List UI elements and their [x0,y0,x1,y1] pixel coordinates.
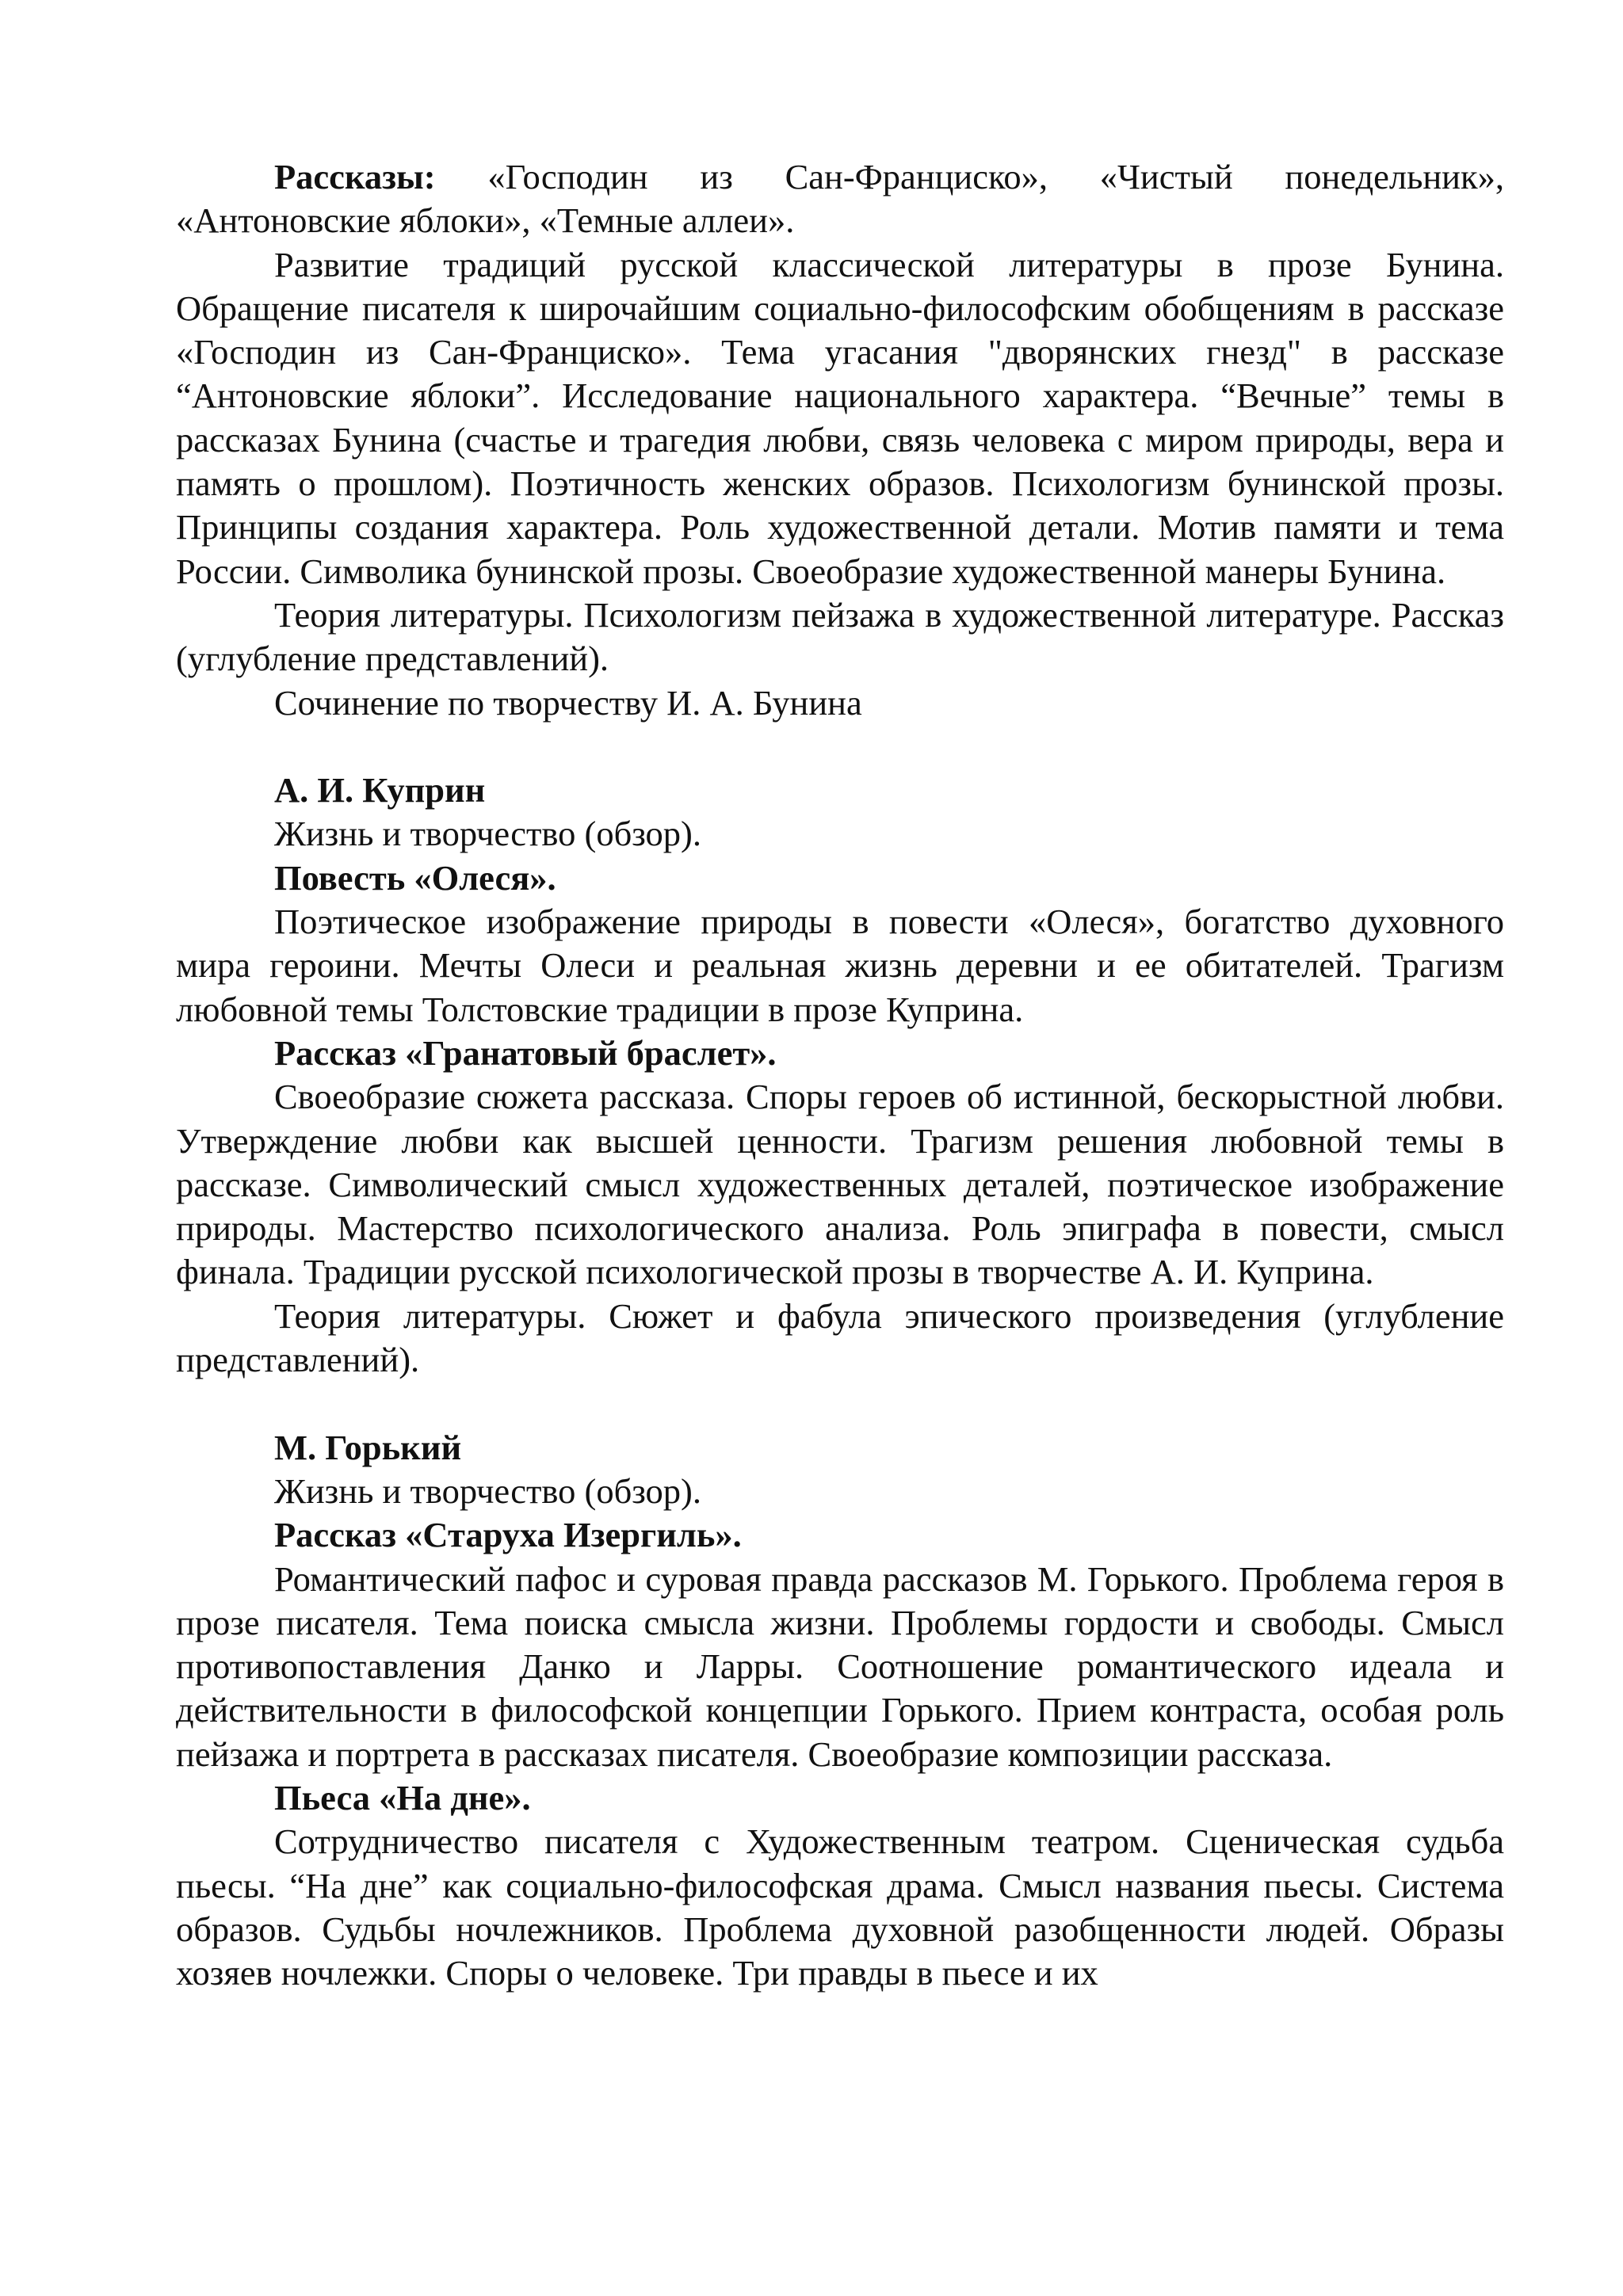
bunin-essay-line: Сочинение по творчеству И. А. Бунина [274,682,862,723]
section-spacer [176,1382,1504,1425]
document-body [176,155,1504,1995]
kuprin-heading: А. И. Куприн [274,770,486,810]
olesya-heading: Повесть «Олеся». [274,857,556,898]
bracelet-heading: Рассказ «Гранатовый браслет». [274,1032,777,1073]
gorky-heading: М. Горький [274,1427,462,1467]
play-paragraph: Сотрудничество писателя с Художественным театром. Сценическая судьба пьесы. “На дне” как социально-философская драма. Смысл названия пьесы. Система образов. Судьбы ночлежников. Проблема духовной разобщенности людей. Образы хозяев ночлежки. Споры о человеке. Три правды в пьесе и их [176,1821,1504,1993]
bunin-theory-paragraph: Теория литературы. Психологизм пейзажа в художественной литературе. Рассказ (углубление представлений). [176,594,1504,679]
stories-label: Рассказы: [274,157,436,196]
olesya-paragraph: Поэтическое изображение природы в повести «Олеся», богатство духовного мира героини. Мечты Олеси и реальная жизнь деревни и ее обитателей. Трагизм любовной темы Толстовские традиции в прозе Куприна. [176,902,1504,1029]
gorky-life-line: Жизнь и творчество (обзор). [274,1470,701,1511]
izergil-heading: Рассказ «Старуха Изергиль». [274,1515,742,1555]
section-spacer [176,725,1504,769]
stories-list: «Господин из Сан-Франциско», «Чистый понедельник», «Антоновские яблоки», «Темные аллеи». [176,157,1504,241]
bunin-main-paragraph: Развитие традиций русской классической литературы в прозе Бунина. Обращение писателя к широчайшим социально-философским обобщениям в рассказе «Господин из Сан-Франциско». Тема угасания "дворянских гнезд" в рассказе “Антоновские яблоки”. Исследование национального характера. “Вечные” темы в рассказах Бунина (счастье и трагедия любви, связь человека с миром природы, вера и память о прошлом). Поэтичность женских образов. Психологизм бунинской прозы. Принципы создания характера. Роль художественной детали. Мотив памяти и тема России. Символика бунинской прозы. Своеобразие художественной манеры Бунина. [176,244,1504,591]
kuprin-life-line: Жизнь и творчество (обзор). [274,814,701,854]
bracelet-paragraph: Своеобразие сюжета рассказа. Споры героев об истинной, бескорыстной любви. Утверждение любви как высшей ценности. Трагизм решения любовной темы в рассказе. Символический смысл художественных деталей, поэтическое изображение природы. Мастерство психологического анализа. Роль эпиграфа в повести, смысл финала. Традиции русской психологической прозы в творчестве А. И. Куприна. [176,1077,1504,1292]
izergil-paragraph: Романтический пафос и суровая правда рассказов М. Горького. Проблема героя в прозе писателя. Тема поиска смысла жизни. Проблемы гордости и свободы. Смысл противопоставления Данко и Ларры. Соотношение романтического идеала и действительности в философской концепции Горького. Прием контраста, особая роль пейзажа и портрета в рассказах писателя. Своеобразие композиции рассказа. [176,1558,1504,1774]
bunin-stories-paragraph [176,155,1504,243]
play-heading: Пьеса «На дне». [274,1777,531,1817]
kuprin-theory-paragraph: Теория литературы. Сюжет и фабула эпического произведения (углубление представлений). [176,1295,1504,1380]
